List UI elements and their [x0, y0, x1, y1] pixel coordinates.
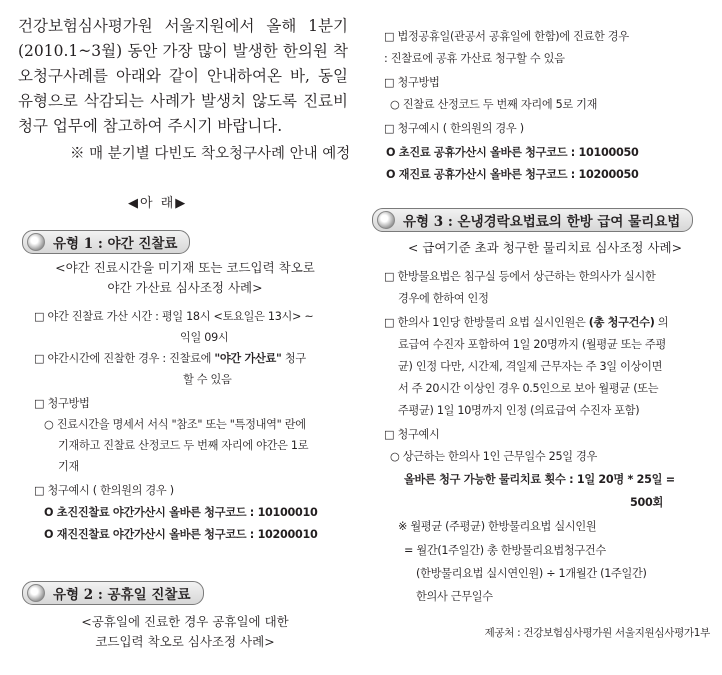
type3-line: ○ 상근하는 한의사 1인 근무일수 25일 경우 — [390, 450, 598, 463]
type1-tag — [22, 230, 190, 254]
type1-subtitle-line2: 야간 가산료 심사조정 사례> — [107, 280, 263, 295]
type2-line: □ 청구방법 — [384, 76, 440, 89]
type1-tag-label: 유형 1 : 야간 진찰료 — [53, 236, 178, 252]
type2-tag — [22, 581, 204, 605]
type3-line: 경우에 한하여 인정 — [398, 292, 489, 305]
below-heading: ◀아 래▶ — [128, 196, 188, 211]
type3-line: (한방물리요법 실시연인원) ÷ 1개월간 (1주일간) — [416, 567, 647, 580]
type3-line: 한의사 근무일수 — [416, 590, 493, 603]
type1-code-return: O 재진진찰료 야간가산시 올바른 청구코드 : 10200010 — [44, 528, 318, 541]
type1-code-first: O 초진진찰료 야간가산시 올바른 청구코드 : 10100010 — [44, 506, 318, 519]
type1-line: 기재 — [58, 460, 80, 473]
type3-line: □ 한의사 1인당 한방물리 요법 실시인원은 (총 청구건수) 의 — [384, 316, 669, 329]
type2-code-first: O 초진료 공휴가산시 올바른 청구코드 : 10100050 — [386, 146, 639, 159]
type1-line: □ 청구예시 ( 한의원의 경우 ) — [34, 484, 174, 497]
type1-line: □ 야간시간에 진찰한 경우 : 진찰료에 "야간 가산료" 청구 — [34, 352, 306, 365]
type3-line: 균) 인정 다만, 시간제, 격일제 근무자는 주 3일 이상이면 — [398, 360, 663, 373]
type2-line: □ 법정공휴일(관공서 공휴일에 한함)에 진료한 경우 — [384, 30, 629, 43]
type1-line: □ 청구방법 — [34, 397, 90, 410]
type2-subtitle — [20, 612, 350, 652]
type3-calc-line: 올바른 청구 가능한 물리치료 횟수 : 1일 20명 * 25일 = — [404, 473, 675, 486]
type2-tag-label: 유형 2 : 공휴일 진찰료 — [53, 587, 191, 603]
type3-line: □ 한방물요법은 침구실 등에서 상근하는 한의사가 실시한 — [384, 270, 656, 283]
bullet-circle-icon — [27, 584, 45, 602]
type3-line: 료급여 수진자 포함하여 1일 20명까지 (월평균 또는 주평 — [398, 338, 666, 351]
type2-subtitle-line2: 코드입력 착오로 심사조정 사례> — [95, 634, 275, 649]
type2-line: ○ 진찰료 산정코드 두 번째 자리에 5로 기재 — [390, 98, 598, 111]
type2-code-return: O 재진료 공휴가산시 올바른 청구코드 : 10200050 — [386, 168, 639, 181]
type3-tag-label: 유형 3 : 온냉경락요법료의 한방 급여 물리요법 — [403, 214, 681, 230]
type1-line: □ 야간 진찰료 가산 시간 : 평일 18시 <토요일은 13시> ~ — [34, 310, 314, 323]
type2-line: □ 청구예시 ( 한의원의 경우 ) — [384, 122, 524, 135]
type3-line: 서 주 20시간 이상인 경우 0.5인으로 보아 월평균 (또는 — [398, 382, 659, 395]
type2-subtitle-line1: <공휴일에 진료한 경우 공휴일에 대한 — [81, 614, 289, 629]
type2-line: : 진찰료에 공휴 가산료 청구할 수 있음 — [384, 52, 565, 65]
type1-line: 익일 09시 — [180, 331, 229, 344]
type3-tag — [372, 208, 693, 232]
type1-line: 할 수 있음 — [183, 373, 232, 386]
type3-line: □ 청구예시 — [384, 428, 440, 441]
type1-subtitle — [20, 258, 350, 298]
intro-paragraph: 건강보험심사평가원 서울지원에서 올해 1분기(2010.1~3월) 동안 가장 많이 발생한 한의원 착오청구사례를 아래와 같이 안내하여온 바, 동일 유형으로 삭감되는 사례가 발생치 않도록 진료비 청구 업무에 참고하여 주시기 바랍니다. — [18, 17, 348, 135]
bullet-circle-icon — [377, 211, 395, 229]
bullet-circle-icon — [27, 233, 45, 251]
type1-subtitle-line1: <야간 진료시간을 미기재 또는 코드입력 착오로 — [55, 260, 315, 275]
type3-line: ※ 월평균 (주평균) 한방물리요법 실시인원 — [398, 520, 597, 533]
quarterly-note: ※ 매 분기별 다빈도 착오청구사례 안내 예정 — [70, 146, 351, 162]
type1-line: 기재하고 진찰료 산정코드 두 번째 자리에 야간은 1로 — [58, 439, 309, 452]
type3-line: = 월간(1주일간) 총 한방물리요법청구건수 — [404, 544, 606, 557]
type3-subtitle: < 급여기준 초과 청구한 물리치료 심사조정 사례> — [407, 240, 683, 255]
type1-line: ○ 진료시간을 명세서 서식 "참조" 또는 "특정내역" 란에 — [44, 418, 306, 431]
type3-line: 주평균) 1일 10명까지 인정 (의료급여 수진자 포함) — [398, 404, 640, 417]
type3-calc-result: 500회 — [630, 496, 663, 509]
source-credit: 제공처 : 건강보험심사평가원 서울지원심사평가1부 — [484, 627, 710, 639]
